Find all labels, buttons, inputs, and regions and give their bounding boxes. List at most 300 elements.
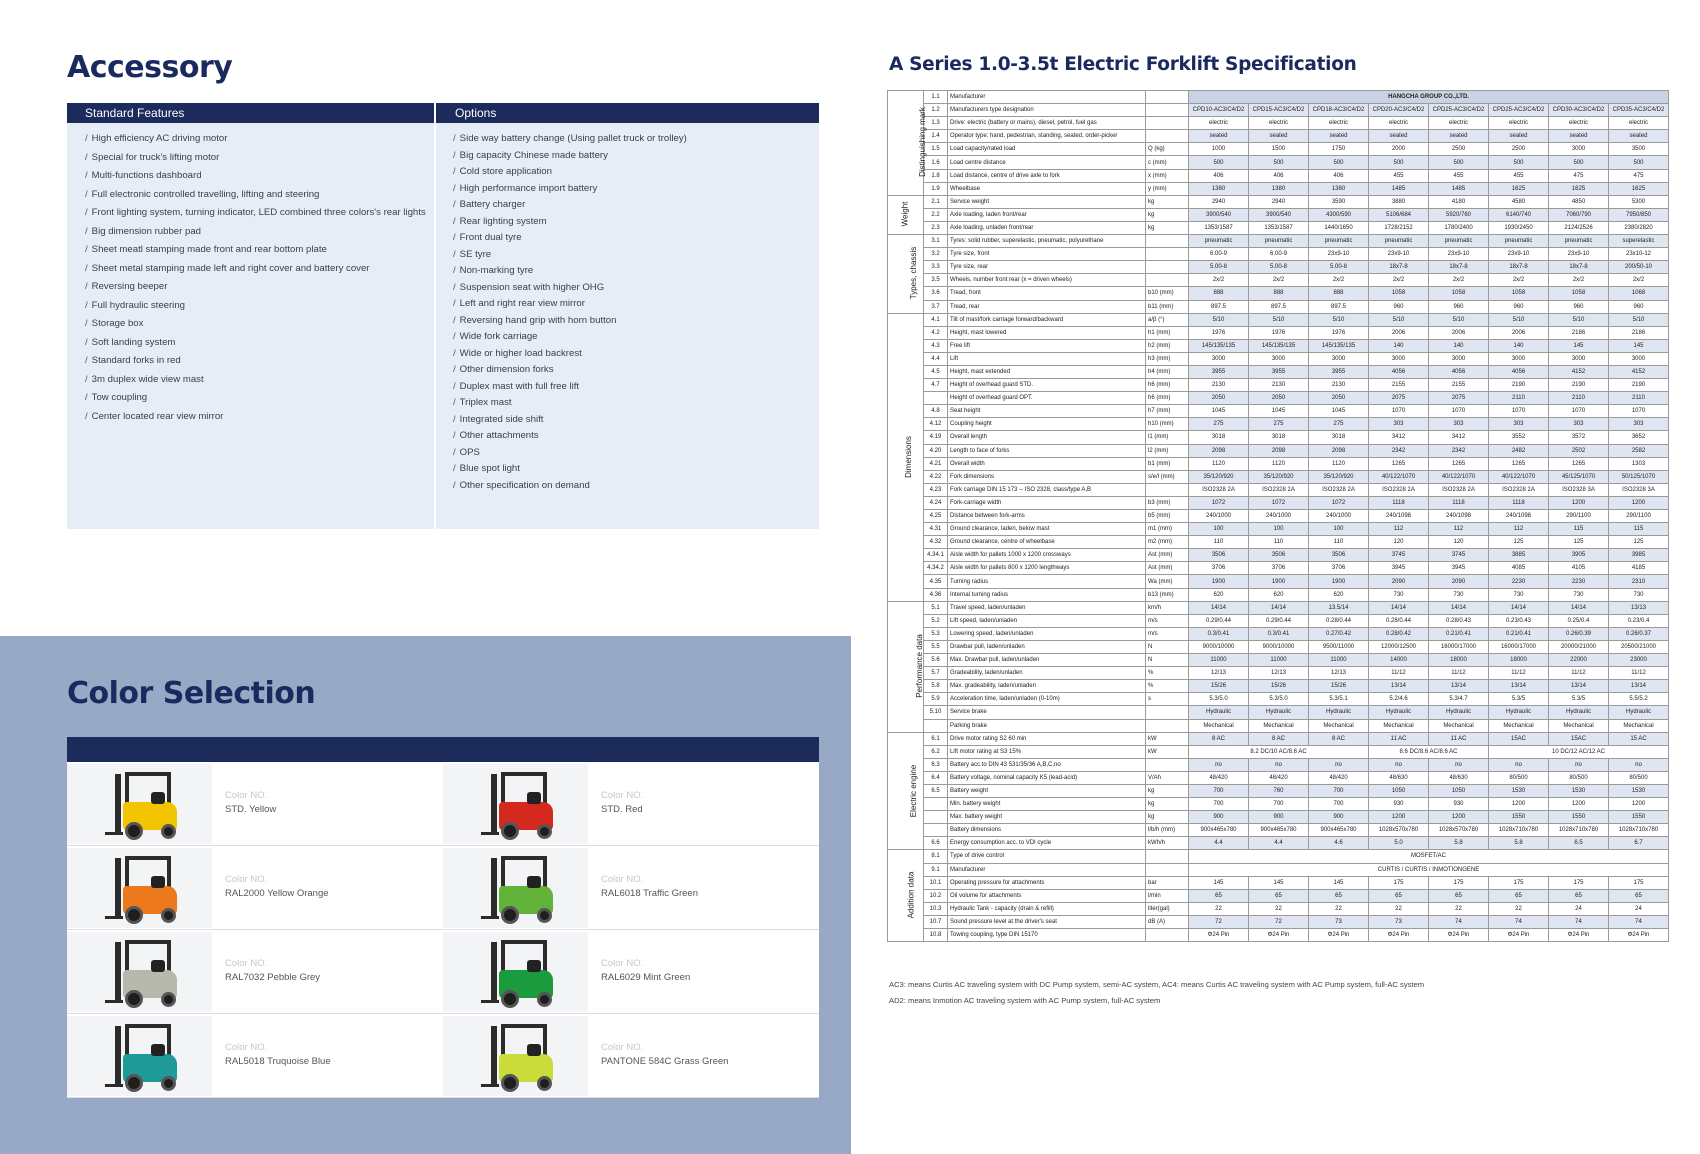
spec-value: 1028x710x780: [1549, 824, 1609, 837]
spec-row-desc: Travel speed, laden/unladen: [948, 601, 1146, 614]
feature-item: [85, 207, 426, 226]
spec-value: 3652: [1609, 431, 1669, 444]
spec-value: 13/13: [1609, 601, 1669, 614]
bullet-slash: /: [453, 215, 456, 227]
spec-row-desc: Type of drive control: [948, 850, 1146, 863]
spec-value: 3706: [1309, 562, 1369, 575]
feature-label: Multi-functions dashboard: [91, 170, 202, 181]
spec-value: 14/14: [1249, 601, 1309, 614]
spec-value: 900: [1309, 811, 1369, 824]
spec-value: 140: [1369, 339, 1429, 352]
spec-value: 1058: [1489, 287, 1549, 300]
spec-row-number: 4.35: [924, 575, 948, 588]
spec-value: no: [1369, 758, 1429, 771]
feature-item: [453, 331, 687, 348]
feature-item: [453, 480, 687, 497]
spec-value: 1058: [1369, 287, 1429, 300]
spec-value: Φ24 Pin: [1489, 929, 1549, 942]
feature-item: [85, 300, 426, 319]
spec-value: 2940: [1249, 195, 1309, 208]
spec-row-unit: s: [1146, 693, 1189, 706]
forklift-image: [67, 848, 212, 928]
feature-label: Big capacity Chinese made battery: [459, 149, 608, 161]
spec-row-desc: Hydraulic Tank - capacity (drain & refill): [948, 902, 1146, 915]
spec-value: 700: [1309, 784, 1369, 797]
spec-value: 1058: [1549, 287, 1609, 300]
spec-value: 23000: [1609, 654, 1669, 667]
spec-row-desc: Axle loading, laden front/rear: [948, 208, 1146, 221]
spec-row-number: 5.1: [924, 601, 948, 614]
spec-group-label: Weight: [888, 195, 924, 234]
spec-value: 500: [1549, 156, 1609, 169]
spec-value: 4056: [1429, 365, 1489, 378]
spec-row-number: 5.3: [924, 627, 948, 640]
spec-row-number: 1.9: [924, 182, 948, 195]
spec-value: 20500/21000: [1609, 640, 1669, 653]
spec-value: 275: [1309, 418, 1369, 431]
spec-row-number: [924, 798, 948, 811]
spec-value: Hydraulic: [1549, 706, 1609, 719]
spec-value: 35/120/920: [1249, 470, 1309, 483]
spec-value: 2190: [1609, 379, 1669, 392]
options-list: [453, 133, 687, 496]
spec-value: 1265: [1549, 457, 1609, 470]
forklift-image: [443, 764, 588, 844]
spec-value: 112: [1369, 523, 1429, 536]
spec-row-desc: Oil volume for attachments: [948, 889, 1146, 902]
spec-value: seated: [1549, 130, 1609, 143]
spec-row-unit: h6 (mm): [1146, 392, 1189, 405]
spec-value: 0.3/0.41: [1249, 627, 1309, 640]
bullet-slash: /: [85, 133, 88, 144]
spec-row-number: 5.5: [924, 640, 948, 653]
spec-value: 1900: [1249, 575, 1309, 588]
spec-value: 2x/2: [1429, 274, 1489, 287]
spec-value: Mechanical: [1429, 719, 1489, 732]
spec-value: 1900: [1309, 575, 1369, 588]
feature-label: Triplex mast: [459, 397, 512, 408]
spec-value: 40/122/1070: [1489, 470, 1549, 483]
forklift-image: [67, 932, 212, 1012]
spec-value: seated: [1249, 130, 1309, 143]
bullet-slash: /: [85, 188, 88, 200]
spec-group-label: Types, chassis: [888, 235, 924, 314]
spec-row: [888, 365, 1669, 378]
spec-value: 48/420: [1189, 771, 1249, 784]
spec-value: 1625: [1489, 182, 1549, 195]
spec-value: 175: [1609, 876, 1669, 889]
spec-value: 80/500: [1489, 771, 1549, 784]
spec-value: Mechanical: [1489, 719, 1549, 732]
spec-row: [888, 654, 1669, 667]
spec-row-desc: Manufacturer: [948, 91, 1146, 104]
spec-value: 5/10: [1429, 313, 1489, 326]
spec-value: 18x7-8: [1489, 261, 1549, 274]
spec-value: 275: [1189, 418, 1249, 431]
spec-value: 2098: [1189, 444, 1249, 457]
spec-value: 2050: [1249, 392, 1309, 405]
spec-value: 1120: [1249, 457, 1309, 470]
spec-row-unit: [1146, 863, 1189, 876]
spec-row-unit: kg: [1146, 221, 1189, 234]
spec-row: [888, 601, 1669, 614]
bullet-slash: /: [85, 336, 88, 348]
spec-row-number: 10.2: [924, 889, 948, 902]
standard-features-list: [85, 133, 426, 429]
spec-row: [888, 483, 1669, 496]
bullet-slash: /: [453, 364, 456, 375]
spec-value: 110: [1249, 536, 1309, 549]
feature-item: [85, 318, 426, 337]
spec-row: [888, 326, 1669, 339]
spec-row-unit: Q (kg): [1146, 143, 1189, 156]
feature-label: Other specification on demand: [459, 479, 590, 491]
forklift-illustration: [105, 852, 185, 927]
spec-value: 1200: [1429, 811, 1489, 824]
feature-item: [85, 374, 426, 393]
feature-label: Tow coupling: [91, 392, 148, 403]
spec-value: 1072: [1249, 496, 1309, 509]
spec-row: [888, 470, 1669, 483]
spec-value: 1303: [1609, 457, 1669, 470]
color-no-label: Color NO.: [225, 790, 268, 801]
spec-value: CPD15-AC3/C4/D2: [1249, 104, 1309, 117]
spec-value: 3018: [1189, 431, 1249, 444]
spec-row-unit: [1146, 248, 1189, 261]
spec-row-unit: [1146, 719, 1189, 732]
spec-value: 14/14: [1549, 601, 1609, 614]
feature-label: SE tyre: [459, 248, 492, 260]
spec-value: 1050: [1429, 784, 1489, 797]
forklift-illustration: [105, 936, 185, 1011]
spec-row-number: 6.1: [924, 732, 948, 745]
spec-row-desc: Height of overhead guard STD.: [948, 379, 1146, 392]
spec-row: [888, 837, 1669, 850]
spec-row-desc: Axle loading, unladen front/rear: [948, 221, 1146, 234]
spec-value: 3900/540: [1189, 208, 1249, 221]
spec-value: 14/14: [1369, 601, 1429, 614]
spec-row-number: 4.23: [924, 483, 948, 496]
spec-row-desc: Max. battery weight: [948, 811, 1146, 824]
color-no-label: Color NO.: [601, 1042, 644, 1053]
spec-value: 15 AC: [1609, 732, 1669, 745]
spec-row-number: 6.2: [924, 745, 948, 758]
spec-value: 960: [1609, 300, 1669, 313]
spec-row: [888, 379, 1669, 392]
spec-value: 35/120/920: [1309, 470, 1369, 483]
spec-row-number: [924, 811, 948, 824]
spec-value: 1072: [1189, 496, 1249, 509]
color-option: [443, 930, 819, 1014]
spec-value: 0.29/0.44: [1189, 614, 1249, 627]
spec-value: 3412: [1429, 431, 1489, 444]
spec-value: 48/630: [1369, 771, 1429, 784]
spec-value: 240/1000: [1189, 510, 1249, 523]
spec-value: 18x7-8: [1549, 261, 1609, 274]
spec-value: 1625: [1609, 182, 1669, 195]
spec-value: 1045: [1309, 405, 1369, 418]
spec-value: 4056: [1369, 365, 1429, 378]
spec-row-number: 4.32: [924, 536, 948, 549]
spec-row-unit: h7 (mm): [1146, 405, 1189, 418]
spec-value: no: [1489, 758, 1549, 771]
spec-row-number: 4.34.1: [924, 549, 948, 562]
spec-row-desc: Manufacturer: [948, 863, 1146, 876]
spec-value: 65: [1249, 889, 1309, 902]
spec-row-desc: Length to face of forks: [948, 444, 1146, 457]
spec-value: 5/10: [1309, 313, 1369, 326]
spec-row-number: 4.5: [924, 365, 948, 378]
spec-value: 1070: [1489, 405, 1549, 418]
spec-row: [888, 863, 1669, 876]
bullet-slash: /: [453, 199, 456, 210]
feature-label: Battery charger: [459, 199, 526, 210]
spec-value: 72: [1189, 915, 1249, 928]
spec-value: 10 DC/12 AC/12 AC: [1489, 745, 1669, 758]
spec-value: 22: [1189, 902, 1249, 915]
spec-value: 74: [1489, 915, 1549, 928]
spec-value: 1120: [1189, 457, 1249, 470]
spec-value: 1200: [1489, 798, 1549, 811]
spec-value: 275: [1249, 418, 1309, 431]
spec-value: 2230: [1489, 575, 1549, 588]
spec-row-number: 2.3: [924, 221, 948, 234]
forklift-image: [443, 848, 588, 928]
spec-value: 0.23/0.4: [1609, 614, 1669, 627]
spec-table: [887, 90, 1669, 942]
spec-row-number: 4.20: [924, 444, 948, 457]
spec-value: 1068: [1609, 287, 1669, 300]
spec-value: 0.3/0.41: [1189, 627, 1249, 640]
spec-value: 8.6 DC/8.6 AC/8.6 AC: [1369, 745, 1489, 758]
spec-value: 80/500: [1609, 771, 1669, 784]
spec-value: 1058: [1429, 287, 1489, 300]
bullet-slash: /: [453, 149, 456, 161]
spec-value: 3000: [1489, 352, 1549, 365]
spec-value: 13/14: [1609, 680, 1669, 693]
spec-value: 2x/2: [1369, 274, 1429, 287]
spec-row-number: 3.6: [924, 287, 948, 300]
spec-value: 2130: [1189, 379, 1249, 392]
feature-label: Reversing beeper: [91, 281, 168, 292]
spec-value: 5.8: [1489, 837, 1549, 850]
spec-value: 18000: [1429, 654, 1489, 667]
spec-row: [888, 562, 1669, 575]
spec-row-unit: h10 (mm): [1146, 418, 1189, 431]
spec-value: 3018: [1309, 431, 1369, 444]
spec-row: [888, 667, 1669, 680]
spec-row: [888, 444, 1669, 457]
spec-value: 930: [1429, 798, 1489, 811]
spec-row-desc: Load capacity/rated load: [948, 143, 1146, 156]
spec-row-desc: Operator type: hand, pedestrian, standing, seated, order-picker: [948, 130, 1146, 143]
spec-value: pneumatic: [1549, 235, 1609, 248]
spec-row: [888, 287, 1669, 300]
spec-value: 240/1098: [1489, 510, 1549, 523]
spec-value: 6.5: [1549, 837, 1609, 850]
spec-value: 120: [1429, 536, 1489, 549]
spec-row-unit: b5 (mm): [1146, 510, 1189, 523]
spec-row-number: [924, 392, 948, 405]
bullet-slash: /: [453, 232, 456, 243]
spec-value: 65: [1189, 889, 1249, 902]
spec-row-unit: [1146, 274, 1189, 287]
spec-row-unit: x (mm): [1146, 169, 1189, 182]
spec-row-number: 3.7: [924, 300, 948, 313]
spec-value: 2155: [1369, 379, 1429, 392]
bullet-slash: /: [85, 318, 88, 329]
spec-value: 110: [1309, 536, 1369, 549]
spec-value: 5/10: [1189, 313, 1249, 326]
spec-value: 3590: [1309, 195, 1369, 208]
bullet-slash: /: [453, 331, 456, 342]
spec-row-unit: [1146, 483, 1189, 496]
spec-group-label: Dimensions: [888, 313, 924, 601]
spec-value: 730: [1549, 588, 1609, 601]
spec-value: 12/13: [1189, 667, 1249, 680]
spec-value: ISO2328 3A: [1609, 483, 1669, 496]
spec-row-number: 1.6: [924, 156, 948, 169]
feature-label: Front lighting system, turning indicator, LED combined three colors's rear lights: [91, 207, 426, 218]
feature-item: [85, 411, 426, 430]
spec-value: ISO2328 2A: [1489, 483, 1549, 496]
spec-value: 3506: [1309, 549, 1369, 562]
spec-row-unit: V/Ah: [1146, 771, 1189, 784]
spec-row-desc: Towing coupling, type DIN 15170: [948, 929, 1146, 942]
spec-row-number: 4.3: [924, 339, 948, 352]
spec-value: 11000: [1309, 654, 1369, 667]
spec-value: 1930/2450: [1489, 221, 1549, 234]
feature-item: [453, 249, 687, 266]
spec-value: 620: [1309, 588, 1369, 601]
spec-value: 1045: [1249, 405, 1309, 418]
column-divider: [434, 103, 436, 529]
bullet-slash: /: [85, 225, 88, 237]
spec-value: 2130: [1249, 379, 1309, 392]
feature-label: Other attachments: [459, 430, 539, 441]
spec-value: 18000: [1489, 654, 1549, 667]
feature-label: Duplex mast with full free lift: [459, 380, 580, 392]
color-option: [67, 762, 443, 846]
feature-label: Big dimension rubber pad: [91, 225, 202, 237]
spec-value: 1976: [1249, 326, 1309, 339]
spec-row-number: 4.24: [924, 496, 948, 509]
spec-value: 2124/2526: [1549, 221, 1609, 234]
spec-value: 1118: [1429, 496, 1489, 509]
spec-value: 1200: [1549, 496, 1609, 509]
spec-row: [888, 784, 1669, 797]
feature-item: [453, 265, 687, 282]
spec-value: 12000/12500: [1369, 640, 1429, 653]
spec-value: 24: [1549, 902, 1609, 915]
spec-row-unit: [1146, 130, 1189, 143]
spec-row: [888, 392, 1669, 405]
spec-value: 23x9-10: [1429, 248, 1489, 261]
spec-value: 1440/1650: [1309, 221, 1369, 234]
spec-value: 15/26: [1309, 680, 1369, 693]
spec-row-desc: Service weight: [948, 195, 1146, 208]
spec-value: 48/420: [1249, 771, 1309, 784]
spec-value: Mechanical: [1549, 719, 1609, 732]
spec-row: [888, 719, 1669, 732]
spec-value: electric: [1189, 117, 1249, 130]
spec-row-number: 4.21: [924, 457, 948, 470]
spec-value: CPD18-AC3/C4/D2: [1309, 104, 1369, 117]
spec-row-number: 6.3: [924, 758, 948, 771]
spec-value: 3000: [1309, 352, 1369, 365]
spec-row-number: 1.3: [924, 117, 948, 130]
spec-value: 2x/2: [1249, 274, 1309, 287]
spec-value: 65: [1489, 889, 1549, 902]
color-no-label: Color NO.: [601, 790, 644, 801]
spec-value: ISO2328 2A: [1189, 483, 1249, 496]
bullet-slash: /: [453, 463, 456, 474]
spec-value: 455: [1489, 169, 1549, 182]
bullet-slash: /: [453, 248, 456, 260]
spec-row-desc: Lift motor rating at S3 15%: [948, 745, 1146, 758]
spec-value: 175: [1369, 876, 1429, 889]
spec-value: seated: [1309, 130, 1369, 143]
feature-item: [453, 447, 687, 464]
spec-value: 74: [1549, 915, 1609, 928]
spec-value: 8.2 DC/10 AC/8.6 AC: [1189, 745, 1369, 758]
spec-value: 500: [1429, 156, 1489, 169]
spec-value: 2x/2: [1189, 274, 1249, 287]
spec-value: 4.4: [1249, 837, 1309, 850]
spec-value: 3000: [1369, 352, 1429, 365]
spec-value: 1380: [1309, 182, 1369, 195]
spec-value: 14/14: [1189, 601, 1249, 614]
spec-row: [888, 850, 1669, 863]
spec-value: 1485: [1369, 182, 1429, 195]
spec-value: 2006: [1429, 326, 1489, 339]
spec-value: 1353/1587: [1189, 221, 1249, 234]
spec-value: 5.00-8: [1189, 261, 1249, 274]
spec-value: pneumatic: [1429, 235, 1489, 248]
bullet-slash: /: [85, 410, 88, 422]
spec-value: 2582: [1609, 444, 1669, 457]
spec-value: 9000/10000: [1189, 640, 1249, 653]
spec-row-unit: %: [1146, 667, 1189, 680]
spec-row-unit: Wa (mm): [1146, 575, 1189, 588]
spec-value: 500: [1189, 156, 1249, 169]
spec-row-desc: Fork dimensions: [948, 470, 1146, 483]
spec-value: 5300: [1609, 195, 1669, 208]
spec-value: 475: [1609, 169, 1669, 182]
bullet-slash: /: [453, 298, 456, 309]
feature-item: [453, 397, 687, 414]
feature-label: Sheet meatl stamping made front and rear bottom plate: [91, 244, 327, 255]
spec-value: 1265: [1369, 457, 1429, 470]
spec-value: 65: [1609, 889, 1669, 902]
spec-value: 0.27/0.42: [1309, 627, 1369, 640]
spec-value: 4152: [1609, 365, 1669, 378]
spec-value: 110: [1189, 536, 1249, 549]
spec-value: 73: [1369, 915, 1429, 928]
spec-value: 700: [1189, 784, 1249, 797]
spec-value: 1976: [1189, 326, 1249, 339]
spec-row-unit: b13 (mm): [1146, 588, 1189, 601]
spec-value: CPD25-AC3/C4/D2: [1429, 104, 1489, 117]
spec-value: 0.28/0.44: [1369, 614, 1429, 627]
spec-value: 22: [1249, 902, 1309, 915]
feature-label: Front dual tyre: [459, 232, 522, 243]
feature-item: [453, 381, 687, 398]
spec-value: 1625: [1549, 182, 1609, 195]
spec-value: 5.3/5.0: [1189, 693, 1249, 706]
spec-row: [888, 221, 1669, 234]
color-option: [443, 1014, 819, 1098]
